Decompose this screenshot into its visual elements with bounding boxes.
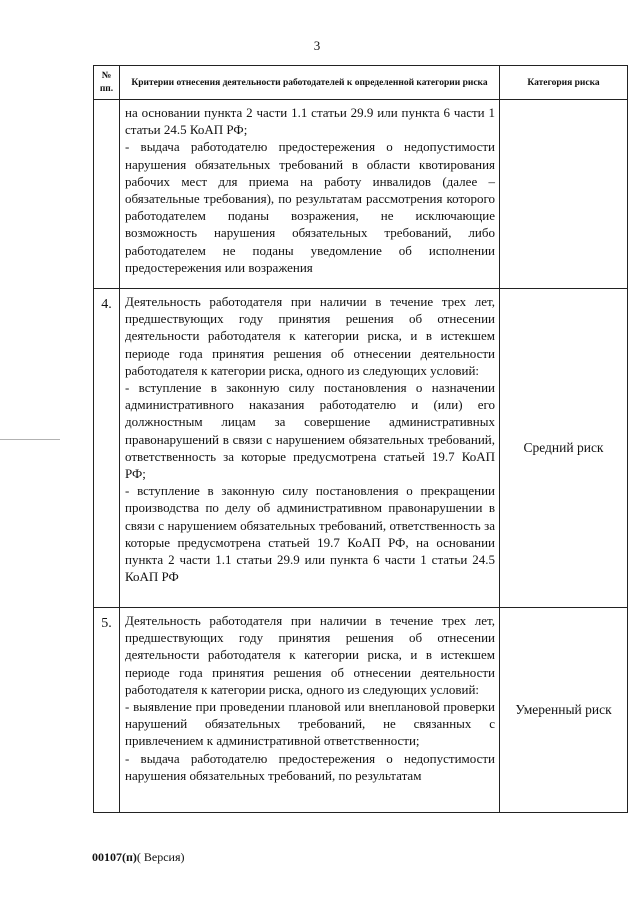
row-number: 5. [94,608,120,813]
row-category: Умеренный риск [500,608,628,813]
page-number: 3 [313,38,321,53]
row-criteria: Деятельность работодателя при наличии в течение трех лет, предшествующих году принятия решения об отнесении деятельности работодателя к категории риска, и в истекшем периоде года принятия решения об отнесении деятельности работодателя к категории риска, одного из следующих условий: - вступление в законную силу постановления о назначении административного наказания работодателю и (или) его должностным лицам за совершение административных правонарушений в связи с нарушением обязательных требований, ответственность за которые предусмотрена статьей 19.7 КоАП РФ; - вступление в законную силу постановления о прекращении производства по делу об административном правонарушении в связи с нарушением обязательных требований, ответственность за которые предусмотрена статьей 19.7 КоАП РФ, на основании пункта 2 части 1.1 статьи 29.9 или пункта 6 части 1 статьи 24.5 КоАП РФ [120,289,500,608]
footer-version: ( Версия) [136,850,185,864]
row-criteria: Деятельность работодателя при наличии в течение трех лет, предшествующих году принятия решения об отнесении деятельности работодателя к категории риска, и в истекшем периоде года принятия решения об отнесении деятельности работодателя к категории риска, одного из следующих условий: - выявление при проведении плановой или внеплановой проверки нарушений обязательных требований, не связанных с привлечением к административной ответственности; - выдача работодателю предостережения о недопустимости нарушения обязательных требований, по результатам [120,608,500,813]
row-number: 4. [94,289,120,608]
table-header-row [94,66,628,100]
header-number: № пп. [94,66,120,100]
row-category: Средний риск [500,289,628,608]
row-number [94,100,120,289]
document-footer [92,850,185,865]
row-category [500,100,628,289]
footer-code: 00107(п) [92,850,137,864]
table-row [94,100,628,289]
table-row [94,608,628,813]
row-criteria: на основании пункта 2 части 1.1 статьи 29.9 или пункта 6 части 1 статьи 24.5 КоАП РФ; - выдача работодателю предостережения о недопустимости нарушения обязательных требований в области квотирования рабочих мест для приема на работу инвалидов (далее – обязательные требования), по результатам рассмотрения которого работодателем поданы возражения, не исключающие возможность нарушения обязательных требований, либо работодателем не поданы уведомление об исполнении предостережения или возражения [120,100,500,289]
table-row [94,289,628,608]
scan-artifact-line [0,439,60,440]
header-criteria: Критерии отнесения деятельности работодателей к определенной категории риска [120,66,500,100]
header-category: Категория риска [500,66,628,100]
risk-category-table [93,65,628,813]
